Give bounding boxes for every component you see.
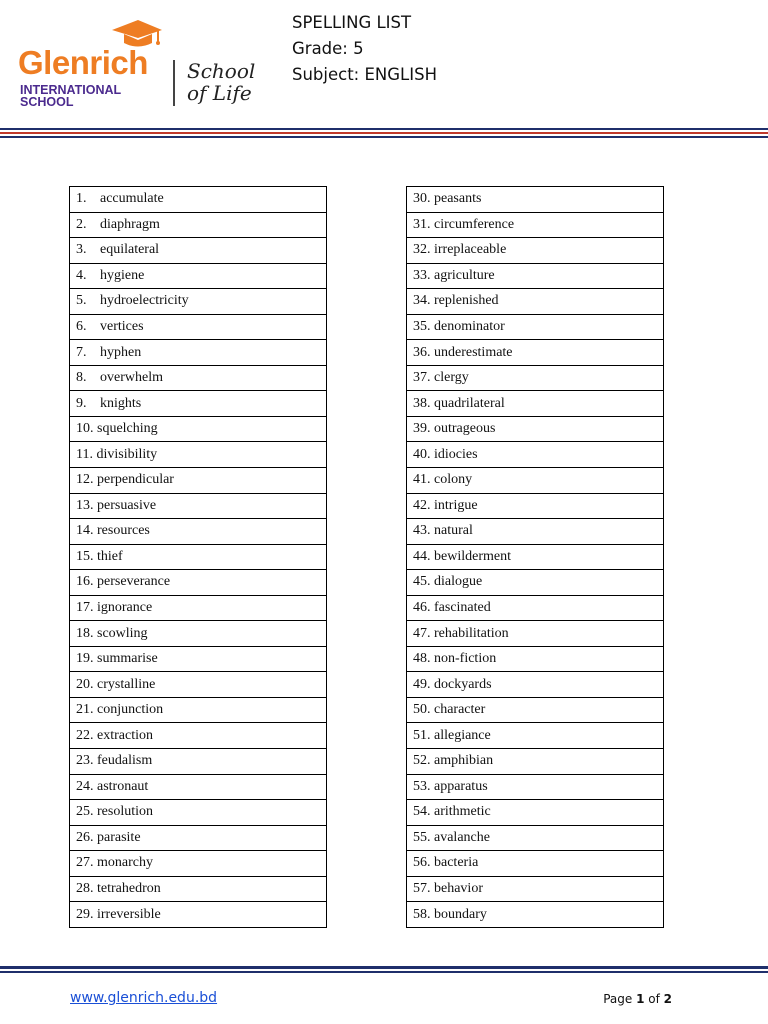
word-cell xyxy=(407,238,664,264)
word-cell xyxy=(70,238,327,264)
word-number: 13. xyxy=(76,497,94,513)
word-number: 3. xyxy=(76,242,87,258)
word-row xyxy=(70,595,327,621)
word-cell xyxy=(70,442,327,468)
word-cell xyxy=(70,289,327,315)
word-text: boundary xyxy=(434,906,487,922)
word-row xyxy=(70,468,327,494)
word-row xyxy=(70,263,327,289)
word-number: 46. xyxy=(413,600,431,616)
word-text: squelching xyxy=(97,421,158,437)
word-text: avalanche xyxy=(434,829,490,845)
word-text: extraction xyxy=(97,727,153,743)
word-text: equilateral xyxy=(100,242,160,258)
word-row xyxy=(70,238,327,264)
logo-subtitle: INTERNATIONAL SCHOOL xyxy=(20,83,121,109)
word-row xyxy=(407,212,664,238)
word-cell xyxy=(407,289,664,315)
word-row xyxy=(407,570,664,596)
word-text: bewilderment xyxy=(434,548,511,564)
word-cell xyxy=(407,825,664,851)
word-number: 37. xyxy=(413,370,431,386)
word-number: 23. xyxy=(76,753,94,769)
word-text: perseverance xyxy=(97,574,171,590)
word-number: 1. xyxy=(76,191,87,207)
word-text: accumulate xyxy=(100,191,164,207)
word-number: 42. xyxy=(413,497,431,513)
logo-name: Glenrich xyxy=(18,44,148,81)
word-cell xyxy=(70,621,327,647)
word-number: 21. xyxy=(76,702,94,718)
word-number: 32. xyxy=(413,242,431,258)
word-number: 10. xyxy=(76,421,94,437)
word-row xyxy=(407,749,664,775)
page-of: of xyxy=(644,992,664,1006)
word-text: quadrilateral xyxy=(434,395,505,411)
word-text: divisibility xyxy=(96,446,158,462)
word-text: ignorance xyxy=(97,600,153,616)
word-cell xyxy=(70,365,327,391)
word-number: 24. xyxy=(76,778,94,794)
word-text: summarise xyxy=(97,651,158,667)
word-row xyxy=(70,749,327,775)
word-text: knights xyxy=(100,395,142,411)
word-number: 53. xyxy=(413,778,431,794)
word-row xyxy=(70,187,327,213)
word-row xyxy=(70,493,327,519)
word-row xyxy=(70,723,327,749)
word-text: intrigue xyxy=(434,497,478,513)
word-row xyxy=(70,672,327,698)
word-row xyxy=(407,723,664,749)
word-row xyxy=(70,365,327,391)
word-text: non-fiction xyxy=(434,651,497,667)
word-text: circumference xyxy=(434,216,515,232)
word-number: 22. xyxy=(76,727,94,743)
word-cell xyxy=(70,595,327,621)
word-text: hyphen xyxy=(100,344,142,360)
word-row xyxy=(407,672,664,698)
page-title: SPELLING LIST xyxy=(292,13,412,32)
word-cell xyxy=(407,544,664,570)
word-cell xyxy=(70,800,327,826)
word-row xyxy=(70,851,327,877)
word-text: astronaut xyxy=(97,778,149,794)
word-text: outrageous xyxy=(434,421,496,437)
word-cell xyxy=(70,263,327,289)
word-row xyxy=(407,851,664,877)
word-text: underestimate xyxy=(434,344,513,360)
word-text: character xyxy=(434,702,486,718)
word-text: diaphragm xyxy=(100,216,160,232)
word-number: 55. xyxy=(413,829,431,845)
word-text: clergy xyxy=(434,370,469,386)
word-text: agriculture xyxy=(434,267,495,283)
word-number: 56. xyxy=(413,855,431,871)
word-text: hydroelectricity xyxy=(100,293,189,309)
word-cell xyxy=(70,212,327,238)
word-text: vertices xyxy=(100,319,144,334)
word-text: perpendicular xyxy=(97,472,174,488)
word-text: overwhelm xyxy=(100,370,163,386)
word-text: bacteria xyxy=(434,855,479,871)
word-row xyxy=(407,187,664,213)
word-cell xyxy=(407,595,664,621)
word-cell xyxy=(407,800,664,826)
word-text: hygiene xyxy=(100,267,145,283)
word-number: 5. xyxy=(76,293,87,309)
word-cell xyxy=(407,391,664,417)
word-cell xyxy=(407,519,664,545)
word-number: 9. xyxy=(76,395,87,411)
word-number: 40. xyxy=(413,446,431,462)
word-cell xyxy=(70,851,327,877)
word-cell xyxy=(70,749,327,775)
school-logo xyxy=(18,18,168,110)
word-text: resources xyxy=(97,523,150,539)
header-info xyxy=(292,10,437,88)
word-number: 39. xyxy=(413,421,431,437)
word-number: 8. xyxy=(76,370,87,386)
word-cell xyxy=(407,697,664,723)
word-number: 38. xyxy=(413,395,431,411)
word-text: natural xyxy=(434,523,473,539)
word-row xyxy=(407,340,664,366)
word-row xyxy=(407,595,664,621)
word-number: 18. xyxy=(76,625,94,641)
word-cell xyxy=(70,519,327,545)
word-row xyxy=(407,314,664,340)
word-text: peasants xyxy=(434,191,482,207)
word-text: dialogue xyxy=(434,574,483,590)
word-number: 12. xyxy=(76,472,94,488)
word-cell xyxy=(407,314,664,340)
word-number: 31. xyxy=(413,216,431,232)
word-number: 14. xyxy=(76,523,94,539)
word-row xyxy=(70,416,327,442)
word-text: arithmetic xyxy=(434,804,491,820)
word-cell xyxy=(70,825,327,851)
word-text: dockyards xyxy=(434,676,492,692)
word-row xyxy=(70,800,327,826)
word-number: 15. xyxy=(76,548,94,564)
word-number: 54. xyxy=(413,804,431,820)
word-cell xyxy=(407,416,664,442)
word-number: 26. xyxy=(76,829,94,845)
word-text: conjunction xyxy=(97,702,164,718)
word-number: 51. xyxy=(413,727,431,743)
word-row xyxy=(70,902,327,928)
word-number: 41. xyxy=(413,472,431,488)
word-row xyxy=(407,416,664,442)
word-row xyxy=(70,570,327,596)
word-cell xyxy=(70,187,327,213)
word-text: allegiance xyxy=(434,727,491,743)
word-number: 4. xyxy=(76,267,87,283)
word-number: 2. xyxy=(76,216,87,232)
word-cell xyxy=(407,187,664,213)
word-list-left xyxy=(69,186,327,928)
word-cell xyxy=(407,468,664,494)
word-cell xyxy=(70,902,327,928)
word-text: scowling xyxy=(97,625,148,641)
word-number: 17. xyxy=(76,600,94,616)
word-row xyxy=(407,238,664,264)
word-text: feudalism xyxy=(97,753,153,769)
word-text: irreversible xyxy=(97,906,161,922)
word-row xyxy=(70,697,327,723)
word-number: 52. xyxy=(413,753,431,769)
word-cell xyxy=(70,391,327,417)
word-number: 57. xyxy=(413,881,431,897)
word-number: 50. xyxy=(413,702,431,718)
word-cell xyxy=(70,723,327,749)
word-cell xyxy=(407,902,664,928)
word-cell xyxy=(407,646,664,672)
header-divider xyxy=(0,128,768,139)
word-cell xyxy=(70,646,327,672)
word-cell xyxy=(407,723,664,749)
word-text: rehabilitation xyxy=(434,625,509,641)
word-cell xyxy=(70,697,327,723)
word-cell xyxy=(70,468,327,494)
word-cell xyxy=(407,570,664,596)
word-text: idiocies xyxy=(434,446,478,462)
word-cell xyxy=(407,621,664,647)
word-row xyxy=(407,544,664,570)
page-prefix: Page xyxy=(603,992,637,1006)
word-cell xyxy=(407,442,664,468)
word-cell xyxy=(407,876,664,902)
word-row xyxy=(70,340,327,366)
word-number: 20. xyxy=(76,676,94,692)
word-row xyxy=(70,289,327,315)
word-row xyxy=(407,902,664,928)
word-row xyxy=(70,314,327,340)
word-row xyxy=(407,442,664,468)
word-row xyxy=(70,621,327,647)
word-number: 33. xyxy=(413,267,431,283)
word-number: 36. xyxy=(413,344,431,360)
page-indicator xyxy=(603,992,672,1006)
word-row xyxy=(407,289,664,315)
word-text: fascinated xyxy=(434,600,491,616)
word-row xyxy=(70,442,327,468)
word-text: monarchy xyxy=(97,855,153,871)
word-row xyxy=(70,774,327,800)
word-number: 16. xyxy=(76,574,94,590)
word-text: behavior xyxy=(434,881,483,897)
word-cell xyxy=(407,672,664,698)
word-cell xyxy=(70,544,327,570)
subject-label: Subject: ENGLISH xyxy=(292,65,437,84)
word-number: 58. xyxy=(413,906,431,922)
word-cell xyxy=(407,749,664,775)
word-number: 35. xyxy=(413,319,431,334)
word-row xyxy=(407,646,664,672)
word-number: 34. xyxy=(413,293,431,309)
word-number: 45. xyxy=(413,574,431,590)
word-number: 25. xyxy=(76,804,94,820)
word-cell xyxy=(70,493,327,519)
word-cell xyxy=(70,416,327,442)
word-row xyxy=(407,365,664,391)
word-cell xyxy=(407,212,664,238)
word-row xyxy=(407,519,664,545)
word-text: resolution xyxy=(97,804,153,820)
word-text: amphibian xyxy=(434,753,494,769)
page-current: 1 xyxy=(636,992,645,1006)
word-cell xyxy=(407,365,664,391)
word-row xyxy=(70,825,327,851)
word-text: tetrahedron xyxy=(97,881,161,897)
word-list-right xyxy=(406,186,664,928)
word-row xyxy=(70,544,327,570)
website-link[interactable]: www.glenrich.edu.bd xyxy=(70,990,218,1006)
word-text: denominator xyxy=(434,319,505,334)
word-row xyxy=(70,519,327,545)
word-row xyxy=(407,876,664,902)
logo-divider xyxy=(173,60,175,106)
grade-label: Grade: 5 xyxy=(292,39,364,58)
word-row xyxy=(407,493,664,519)
word-cell xyxy=(407,493,664,519)
word-number: 30. xyxy=(413,191,431,207)
word-text: crystalline xyxy=(97,676,156,692)
word-row xyxy=(407,263,664,289)
word-row xyxy=(407,697,664,723)
word-cell xyxy=(70,876,327,902)
word-cell xyxy=(70,570,327,596)
word-number: 11. xyxy=(76,446,93,462)
word-cell xyxy=(70,774,327,800)
word-number: 28. xyxy=(76,881,94,897)
word-row xyxy=(70,212,327,238)
word-number: 7. xyxy=(76,344,87,360)
word-number: 44. xyxy=(413,548,431,564)
word-cell xyxy=(407,263,664,289)
word-text: colony xyxy=(434,472,473,488)
word-text: thief xyxy=(97,548,123,564)
word-text: apparatus xyxy=(434,778,488,794)
word-row xyxy=(407,800,664,826)
word-cell xyxy=(70,314,327,340)
word-number: 49. xyxy=(413,676,431,692)
word-cell xyxy=(70,672,327,698)
word-text: replenished xyxy=(434,293,499,309)
word-row xyxy=(407,621,664,647)
word-cell xyxy=(407,774,664,800)
word-number: 47. xyxy=(413,625,431,641)
word-number: 29. xyxy=(76,906,94,922)
school-motto: School of Life xyxy=(187,59,256,105)
word-number: 43. xyxy=(413,523,431,539)
word-row xyxy=(407,825,664,851)
word-cell xyxy=(70,340,327,366)
word-row xyxy=(70,391,327,417)
word-text: persuasive xyxy=(97,497,157,513)
word-row xyxy=(407,391,664,417)
word-row xyxy=(407,774,664,800)
word-number: 19. xyxy=(76,651,94,667)
word-cell xyxy=(407,851,664,877)
word-number: 6. xyxy=(76,319,87,334)
word-row xyxy=(70,646,327,672)
word-number: 48. xyxy=(413,651,431,667)
word-text: parasite xyxy=(97,829,141,845)
word-row xyxy=(407,468,664,494)
footer-divider xyxy=(0,966,768,974)
word-cell xyxy=(407,340,664,366)
word-number: 27. xyxy=(76,855,94,871)
word-row xyxy=(70,876,327,902)
page-total: 2 xyxy=(663,992,672,1006)
word-text: irreplaceable xyxy=(434,242,507,258)
